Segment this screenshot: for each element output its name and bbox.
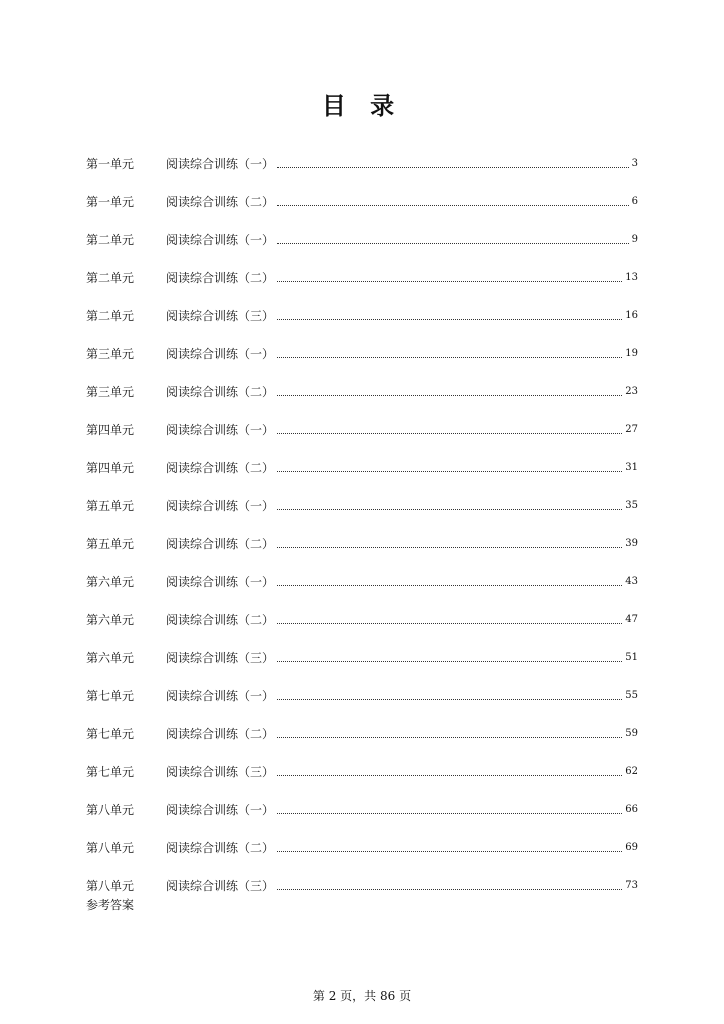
toc-page-number: 69 <box>625 841 638 853</box>
table-of-contents <box>86 144 638 904</box>
toc-item-title: 阅读综合训练（一） <box>166 802 275 817</box>
toc-unit-label: 第六单元 <box>86 574 135 589</box>
toc-page-number: 16 <box>625 309 638 321</box>
toc-item-title: 阅读综合训练（二） <box>166 840 275 855</box>
toc-item[interactable] <box>86 372 638 410</box>
dot-leader <box>277 280 622 282</box>
toc-item-answers[interactable]: 参考答案 <box>86 898 135 912</box>
toc-item-title: 阅读综合训练（二） <box>166 612 275 627</box>
toc-unit-label: 第四单元 <box>86 422 135 437</box>
dot-leader <box>277 850 622 852</box>
toc-unit-label: 第一单元 <box>86 194 135 209</box>
toc-item[interactable] <box>86 524 638 562</box>
toc-item-title: 阅读综合训练（二） <box>166 194 275 209</box>
toc-item-title: 阅读综合训练（一） <box>166 232 275 247</box>
toc-item-title: 阅读综合训练（一） <box>166 574 275 589</box>
toc-page-number: 19 <box>625 347 638 359</box>
dot-leader <box>277 736 622 738</box>
toc-unit-label: 第八单元 <box>86 878 135 893</box>
dot-leader <box>277 432 622 434</box>
dot-leader <box>277 622 622 624</box>
toc-item[interactable] <box>86 296 638 334</box>
toc-unit-label: 第五单元 <box>86 536 135 551</box>
toc-item-title: 阅读综合训练（二） <box>166 536 275 551</box>
toc-unit-label: 第一单元 <box>86 156 135 171</box>
toc-item[interactable] <box>86 828 638 866</box>
toc-page-number: 66 <box>625 803 638 815</box>
toc-item-title: 阅读综合训练（一） <box>166 498 275 513</box>
toc-item-title: 阅读综合训练（二） <box>166 270 275 285</box>
dot-leader <box>277 242 629 244</box>
toc-page-number: 47 <box>625 613 638 625</box>
toc-item[interactable] <box>86 676 638 714</box>
dot-leader <box>277 356 622 358</box>
toc-unit-label: 第七单元 <box>86 726 135 741</box>
toc-item-title: 阅读综合训练（一） <box>166 422 275 437</box>
toc-item-title: 阅读综合训练（一） <box>166 156 275 171</box>
toc-page-number: 51 <box>625 651 638 663</box>
toc-item[interactable] <box>86 220 638 258</box>
toc-page-number: 6 <box>631 195 638 207</box>
toc-item-title: 阅读综合训练（三） <box>166 878 275 893</box>
dot-leader <box>277 546 622 548</box>
toc-item-title: 阅读综合训练（三） <box>166 650 275 665</box>
toc-item[interactable] <box>86 182 638 220</box>
toc-item-title: 阅读综合训练（三） <box>166 764 275 779</box>
toc-page-number: 55 <box>625 689 638 701</box>
toc-page-number: 31 <box>625 461 638 473</box>
toc-unit-label: 第二单元 <box>86 232 135 247</box>
toc-item[interactable] <box>86 752 638 790</box>
toc-item-title: 阅读综合训练（二） <box>166 726 275 741</box>
toc-unit-label: 第八单元 <box>86 802 135 817</box>
dot-leader <box>277 394 622 396</box>
toc-unit-label: 第三单元 <box>86 346 135 361</box>
dot-leader <box>277 660 622 662</box>
toc-page-number: 9 <box>631 233 638 245</box>
toc-unit-label: 第二单元 <box>86 308 135 323</box>
toc-item-title: 阅读综合训练（一） <box>166 346 275 361</box>
toc-unit-label: 第三单元 <box>86 384 135 399</box>
toc-page-number: 27 <box>625 423 638 435</box>
toc-page-number: 35 <box>625 499 638 511</box>
toc-unit-label: 第二单元 <box>86 270 135 285</box>
toc-page-number: 39 <box>625 537 638 549</box>
dot-leader <box>277 812 622 814</box>
toc-page-number: 23 <box>625 385 638 397</box>
toc-item[interactable] <box>86 600 638 638</box>
toc-item[interactable] <box>86 410 638 448</box>
toc-item-title: 阅读综合训练（一） <box>166 688 275 703</box>
toc-page-number: 43 <box>625 575 638 587</box>
dot-leader <box>277 318 622 320</box>
dot-leader <box>277 774 622 776</box>
toc-unit-label: 第八单元 <box>86 840 135 855</box>
toc-item[interactable] <box>86 638 638 676</box>
toc-unit-label: 第五单元 <box>86 498 135 513</box>
page-footer: 第 2 页，共 86 页 <box>312 989 412 1003</box>
dot-leader <box>277 470 622 472</box>
toc-item[interactable] <box>86 448 638 486</box>
toc-unit-label: 第七单元 <box>86 688 135 703</box>
toc-item[interactable] <box>86 258 638 296</box>
toc-page-number: 13 <box>625 271 638 283</box>
toc-item[interactable] <box>86 486 638 524</box>
dot-leader <box>277 888 622 890</box>
toc-unit-label: 第四单元 <box>86 460 135 475</box>
toc-item[interactable] <box>86 866 638 904</box>
toc-page-number: 73 <box>625 879 638 891</box>
dot-leader <box>277 166 629 168</box>
toc-item[interactable] <box>86 562 638 600</box>
toc-unit-label: 第七单元 <box>86 764 135 779</box>
toc-item[interactable] <box>86 790 638 828</box>
toc-unit-label: 第六单元 <box>86 612 135 627</box>
dot-leader <box>277 508 622 510</box>
toc-page-number: 3 <box>631 157 638 169</box>
toc-item[interactable] <box>86 714 638 752</box>
toc-page-number: 62 <box>625 765 638 777</box>
dot-leader <box>277 584 622 586</box>
toc-item-title: 阅读综合训练（三） <box>166 308 275 323</box>
page-title: 目 录 <box>321 91 403 120</box>
toc-item[interactable] <box>86 334 638 372</box>
toc-item[interactable] <box>86 144 638 182</box>
dot-leader <box>277 204 629 206</box>
toc-item-title: 阅读综合训练（二） <box>166 384 275 399</box>
dot-leader <box>277 698 622 700</box>
toc-unit-label: 第六单元 <box>86 650 135 665</box>
toc-page-number: 59 <box>625 727 638 739</box>
toc-item-title: 阅读综合训练（二） <box>166 460 275 475</box>
